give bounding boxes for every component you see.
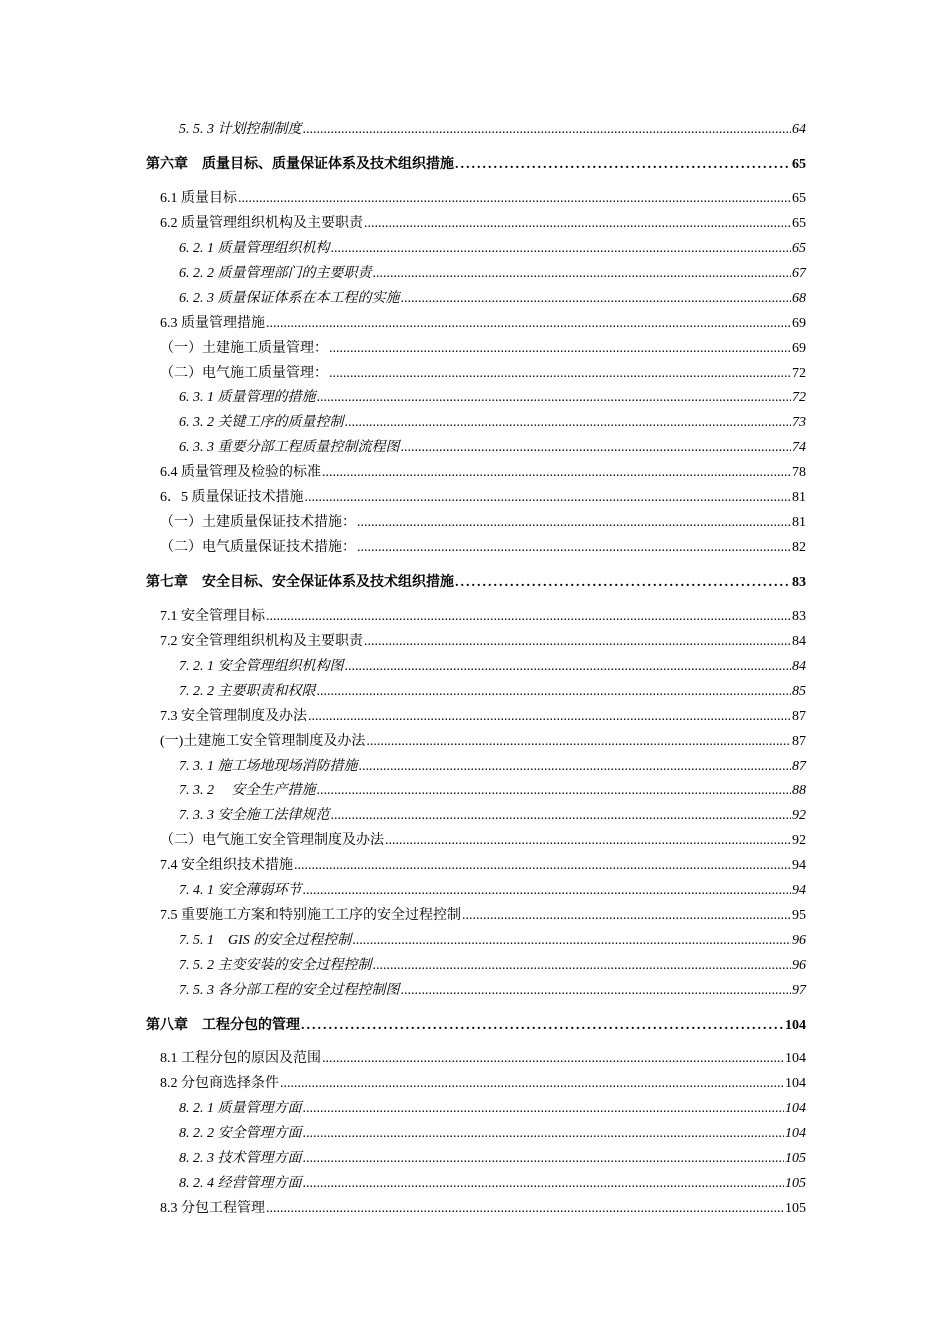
toc-entry-sub[interactable]: [179, 781, 806, 801]
toc-dot-leader: [366, 732, 791, 752]
toc-page-number: 73: [792, 415, 806, 430]
toc-dot-leader: [317, 388, 792, 408]
toc-entry-title: 7. 4. 1 安全薄弱环节: [179, 883, 302, 898]
toc-entry-title: 7. 2. 2 主要职责和权限: [179, 684, 316, 699]
toc-page-number: 78: [792, 465, 806, 480]
toc-entry-section[interactable]: [160, 513, 806, 533]
toc-page-number: 84: [792, 659, 806, 674]
toc-page-number: 68: [792, 291, 806, 306]
toc-entry-title: 8.2 分包商选择条件: [160, 1076, 279, 1091]
toc-entry-sub[interactable]: [179, 981, 806, 1001]
toc-entry-title: 7. 5. 2 主变安装的安全过程控制: [179, 958, 372, 973]
toc-page-number: 88: [792, 783, 806, 798]
toc-dot-leader: [359, 757, 792, 777]
toc-entry-section[interactable]: [160, 1074, 806, 1094]
toc-page-number: 105: [785, 1201, 806, 1216]
toc-entry-sub[interactable]: [179, 413, 806, 433]
toc-dot-leader: [401, 438, 792, 458]
toc-dot-leader: [462, 906, 791, 926]
toc-page-number: 104: [785, 1076, 806, 1091]
toc-entry-section[interactable]: [160, 189, 806, 209]
toc-entry-section[interactable]: [160, 856, 806, 876]
toc-dot-leader: [280, 1074, 784, 1094]
toc-entry-title: 6.3 质量管理措施: [160, 316, 265, 331]
toc-entry-title: 6. 2. 2 质量管理部门的主要职责: [179, 266, 372, 281]
toc-dot-leader: [401, 289, 792, 309]
toc-entry-title: 7. 2. 1 安全管理组织机构图: [179, 659, 344, 674]
toc-page-number: 65: [792, 241, 806, 256]
toc-entry-title: 7. 3. 1 施工场地现场消防措施: [179, 759, 358, 774]
toc-page-number: 72: [792, 366, 806, 381]
toc-entry-title: (一)土建施工安全管理制度及办法: [160, 734, 366, 749]
toc-page-number: 67: [792, 266, 806, 281]
toc-entry-title: 6．5 质量保证技术措施: [160, 490, 304, 505]
toc-dot-leader: [303, 881, 792, 901]
toc-entry-title: 8.3 分包工程管理: [160, 1201, 265, 1216]
toc-page-number: 92: [792, 833, 806, 848]
toc-entry-title: 7.2 安全管理组织机构及主要职责: [160, 634, 363, 649]
toc-dot-leader: [352, 931, 791, 951]
toc-entry-title: 6.1 质量目标: [160, 191, 237, 206]
toc-dot-leader: [266, 1199, 784, 1219]
toc-entry-sub[interactable]: [179, 956, 806, 976]
toc-entry-title: （一）土建质量保证技术措施：: [160, 515, 356, 530]
toc-page-number: 104: [785, 1018, 806, 1033]
toc-page-number: 65: [792, 216, 806, 231]
toc-entry-sub[interactable]: [179, 881, 806, 901]
toc-entry-sub[interactable]: [179, 239, 806, 259]
toc-dot-leader: [329, 364, 791, 384]
toc-entry-title: （二）电气质量保证技术措施：: [160, 540, 356, 555]
toc-dot-leader: [308, 707, 791, 727]
toc-dot-leader: [455, 573, 791, 593]
toc-dot-leader: [266, 314, 791, 334]
toc-dot-leader: [364, 632, 791, 652]
toc-dot-leader: [317, 682, 792, 702]
toc-dot-leader: [322, 1049, 784, 1069]
toc-entry-section[interactable]: [160, 607, 806, 627]
toc-entry-title: 7. 3. 2 安全生产措施: [179, 783, 316, 798]
toc-entry-section[interactable]: [160, 538, 806, 558]
toc-entry-title: 6. 3. 3 重要分部工程质量控制流程图: [179, 440, 400, 455]
toc-page-number: 81: [792, 515, 806, 530]
toc-entry-section[interactable]: [160, 214, 806, 234]
toc-entry-title: 8. 2. 4 经营管理方面: [179, 1176, 302, 1191]
toc-page-number: 85: [792, 684, 806, 699]
toc-page-number: 92: [792, 808, 806, 823]
toc-entry-title: 6.4 质量管理及检验的标准: [160, 465, 321, 480]
toc-entry-sub[interactable]: [179, 388, 806, 408]
toc-page-number: 87: [792, 734, 806, 749]
toc-entry-sub[interactable]: [179, 1099, 806, 1119]
toc-page-number: 83: [792, 609, 806, 624]
toc-entry-sub[interactable]: [179, 931, 806, 951]
toc-dot-leader: [364, 214, 791, 234]
toc-entry-sub[interactable]: [179, 289, 806, 309]
toc-page-number: 104: [785, 1126, 806, 1141]
toc-entry-title: 第六章 质量目标、质量保证体系及技术组织措施: [146, 157, 454, 172]
toc-entry-section[interactable]: [160, 831, 806, 851]
toc-page-number: 84: [792, 634, 806, 649]
toc-dot-leader: [401, 981, 792, 1001]
toc-page-number: 74: [792, 440, 806, 455]
toc-entry-title: 8. 2. 3 技术管理方面: [179, 1151, 302, 1166]
toc-page-number: 87: [792, 759, 806, 774]
toc-dot-leader: [322, 463, 791, 483]
toc-entry-chapter[interactable]: [146, 155, 806, 175]
toc-dot-leader: [455, 155, 791, 175]
toc-entry-section[interactable]: [160, 1049, 806, 1069]
toc-dot-leader: [303, 1174, 785, 1194]
toc-entry-title: （一）土建施工质量管理：: [160, 341, 328, 356]
toc-entry-sub[interactable]: [179, 438, 806, 458]
toc-entry-sub[interactable]: [179, 1124, 806, 1144]
toc-dot-leader: [303, 120, 792, 140]
toc-entry-title: 第八章 工程分包的管理: [146, 1018, 300, 1033]
toc-page-number: 65: [792, 157, 806, 172]
toc-dot-leader: [373, 956, 792, 976]
toc-entry-title: 7.4 安全组织技术措施: [160, 858, 293, 873]
toc-page-number: 95: [792, 908, 806, 923]
toc-page-number: 94: [792, 883, 806, 898]
toc-entry-title: 7.5 重要施工方案和特别施工工序的安全过程控制: [160, 908, 461, 923]
toc-page-number: 69: [792, 316, 806, 331]
toc-dot-leader: [305, 488, 792, 508]
toc-dot-leader: [317, 781, 792, 801]
toc-entry-title: 7. 5. 1 GIS 的安全过程控制: [179, 933, 352, 948]
toc-entry-section[interactable]: [160, 463, 806, 483]
toc-page-number: 105: [785, 1176, 806, 1191]
toc-entry-section[interactable]: [160, 906, 806, 926]
toc-dot-leader: [331, 239, 792, 259]
toc-entry-chapter[interactable]: [146, 573, 806, 593]
toc-entry-title: 7. 5. 3 各分部工程的安全过程控制图: [179, 983, 400, 998]
toc-entry-title: 第七章 安全目标、安全保证体系及技术组织措施: [146, 575, 454, 590]
toc-entry-section[interactable]: [160, 707, 806, 727]
toc-entry-title: 7. 3. 3 安全施工法律规范: [179, 808, 330, 823]
toc-page-number: 104: [785, 1051, 806, 1066]
toc-dot-leader: [357, 538, 791, 558]
toc-dot-leader: [385, 831, 791, 851]
toc-page-number: 97: [792, 983, 806, 998]
toc-entry-sub[interactable]: [179, 682, 806, 702]
toc-entry-title: 7.1 安全管理目标: [160, 609, 265, 624]
toc-entry-sub[interactable]: [179, 806, 806, 826]
toc-entry-sub[interactable]: [179, 264, 806, 284]
toc-entry-title: 8.1 工程分包的原因及范围: [160, 1051, 321, 1066]
toc-entry-section[interactable]: [160, 364, 806, 384]
toc-entry-sub[interactable]: [179, 120, 806, 140]
toc-entry-title: 6. 2. 3 质量保证体系在本工程的实施: [179, 291, 400, 306]
toc-dot-leader: [294, 856, 791, 876]
toc-dot-leader: [266, 607, 791, 627]
toc-dot-leader: [238, 189, 791, 209]
toc-entry-title: （二）电气施工安全管理制度及办法: [160, 833, 384, 848]
toc-page-number: 81: [792, 490, 806, 505]
toc-page-number: 87: [792, 709, 806, 724]
toc-entry-sub[interactable]: [179, 757, 806, 777]
toc-entry-sub[interactable]: [179, 657, 806, 677]
toc-dot-leader: [303, 1099, 785, 1119]
toc-dot-leader: [345, 657, 792, 677]
toc-entry-section[interactable]: [160, 632, 806, 652]
toc-page-number: 94: [792, 858, 806, 873]
toc-dot-leader: [331, 806, 792, 826]
toc-entry-sub[interactable]: [179, 1174, 806, 1194]
toc-entry-title: 6. 2. 1 质量管理组织机构: [179, 241, 330, 256]
toc-entry-title: 8. 2. 2 安全管理方面: [179, 1126, 302, 1141]
toc-page-number: 104: [785, 1101, 806, 1116]
toc-dot-leader: [357, 513, 791, 533]
toc-page-number: 96: [792, 933, 806, 948]
toc-dot-leader: [373, 264, 792, 284]
toc-page-number: 65: [792, 191, 806, 206]
toc-entry-section[interactable]: [160, 732, 806, 752]
toc-entry-section[interactable]: [160, 339, 806, 359]
toc-dot-leader: [303, 1149, 785, 1169]
toc-entry-chapter[interactable]: [146, 1016, 806, 1036]
toc-entry-sub[interactable]: [179, 1149, 806, 1169]
toc-page-number: 96: [792, 958, 806, 973]
toc-entry-section[interactable]: [160, 1199, 806, 1219]
toc-entry-title: 7.3 安全管理制度及办法: [160, 709, 307, 724]
toc-dot-leader: [345, 413, 792, 433]
toc-dot-leader: [303, 1124, 785, 1144]
toc-page-number: 82: [792, 540, 806, 555]
toc-entry-title: （二）电气施工质量管理：: [160, 366, 328, 381]
toc-entry-title: 8. 2. 1 质量管理方面: [179, 1101, 302, 1116]
toc-entry-title: 6. 3. 1 质量管理的措施: [179, 390, 316, 405]
toc-entry-section[interactable]: [160, 488, 806, 508]
toc-page-number: 72: [792, 390, 806, 405]
toc-dot-leader: [329, 339, 791, 359]
toc-page-number: 69: [792, 341, 806, 356]
toc-entry-title: 6. 3. 2 关键工序的质量控制: [179, 415, 344, 430]
toc-page-number: 83: [792, 575, 806, 590]
toc-entry-title: 5. 5. 3 计划控制制度: [179, 122, 302, 137]
toc-entry-title: 6.2 质量管理组织机构及主要职责: [160, 216, 363, 231]
toc-entry-section[interactable]: [160, 314, 806, 334]
toc-page-number: 64: [792, 122, 806, 137]
toc-page-number: 105: [785, 1151, 806, 1166]
toc-dot-leader: [301, 1016, 784, 1036]
